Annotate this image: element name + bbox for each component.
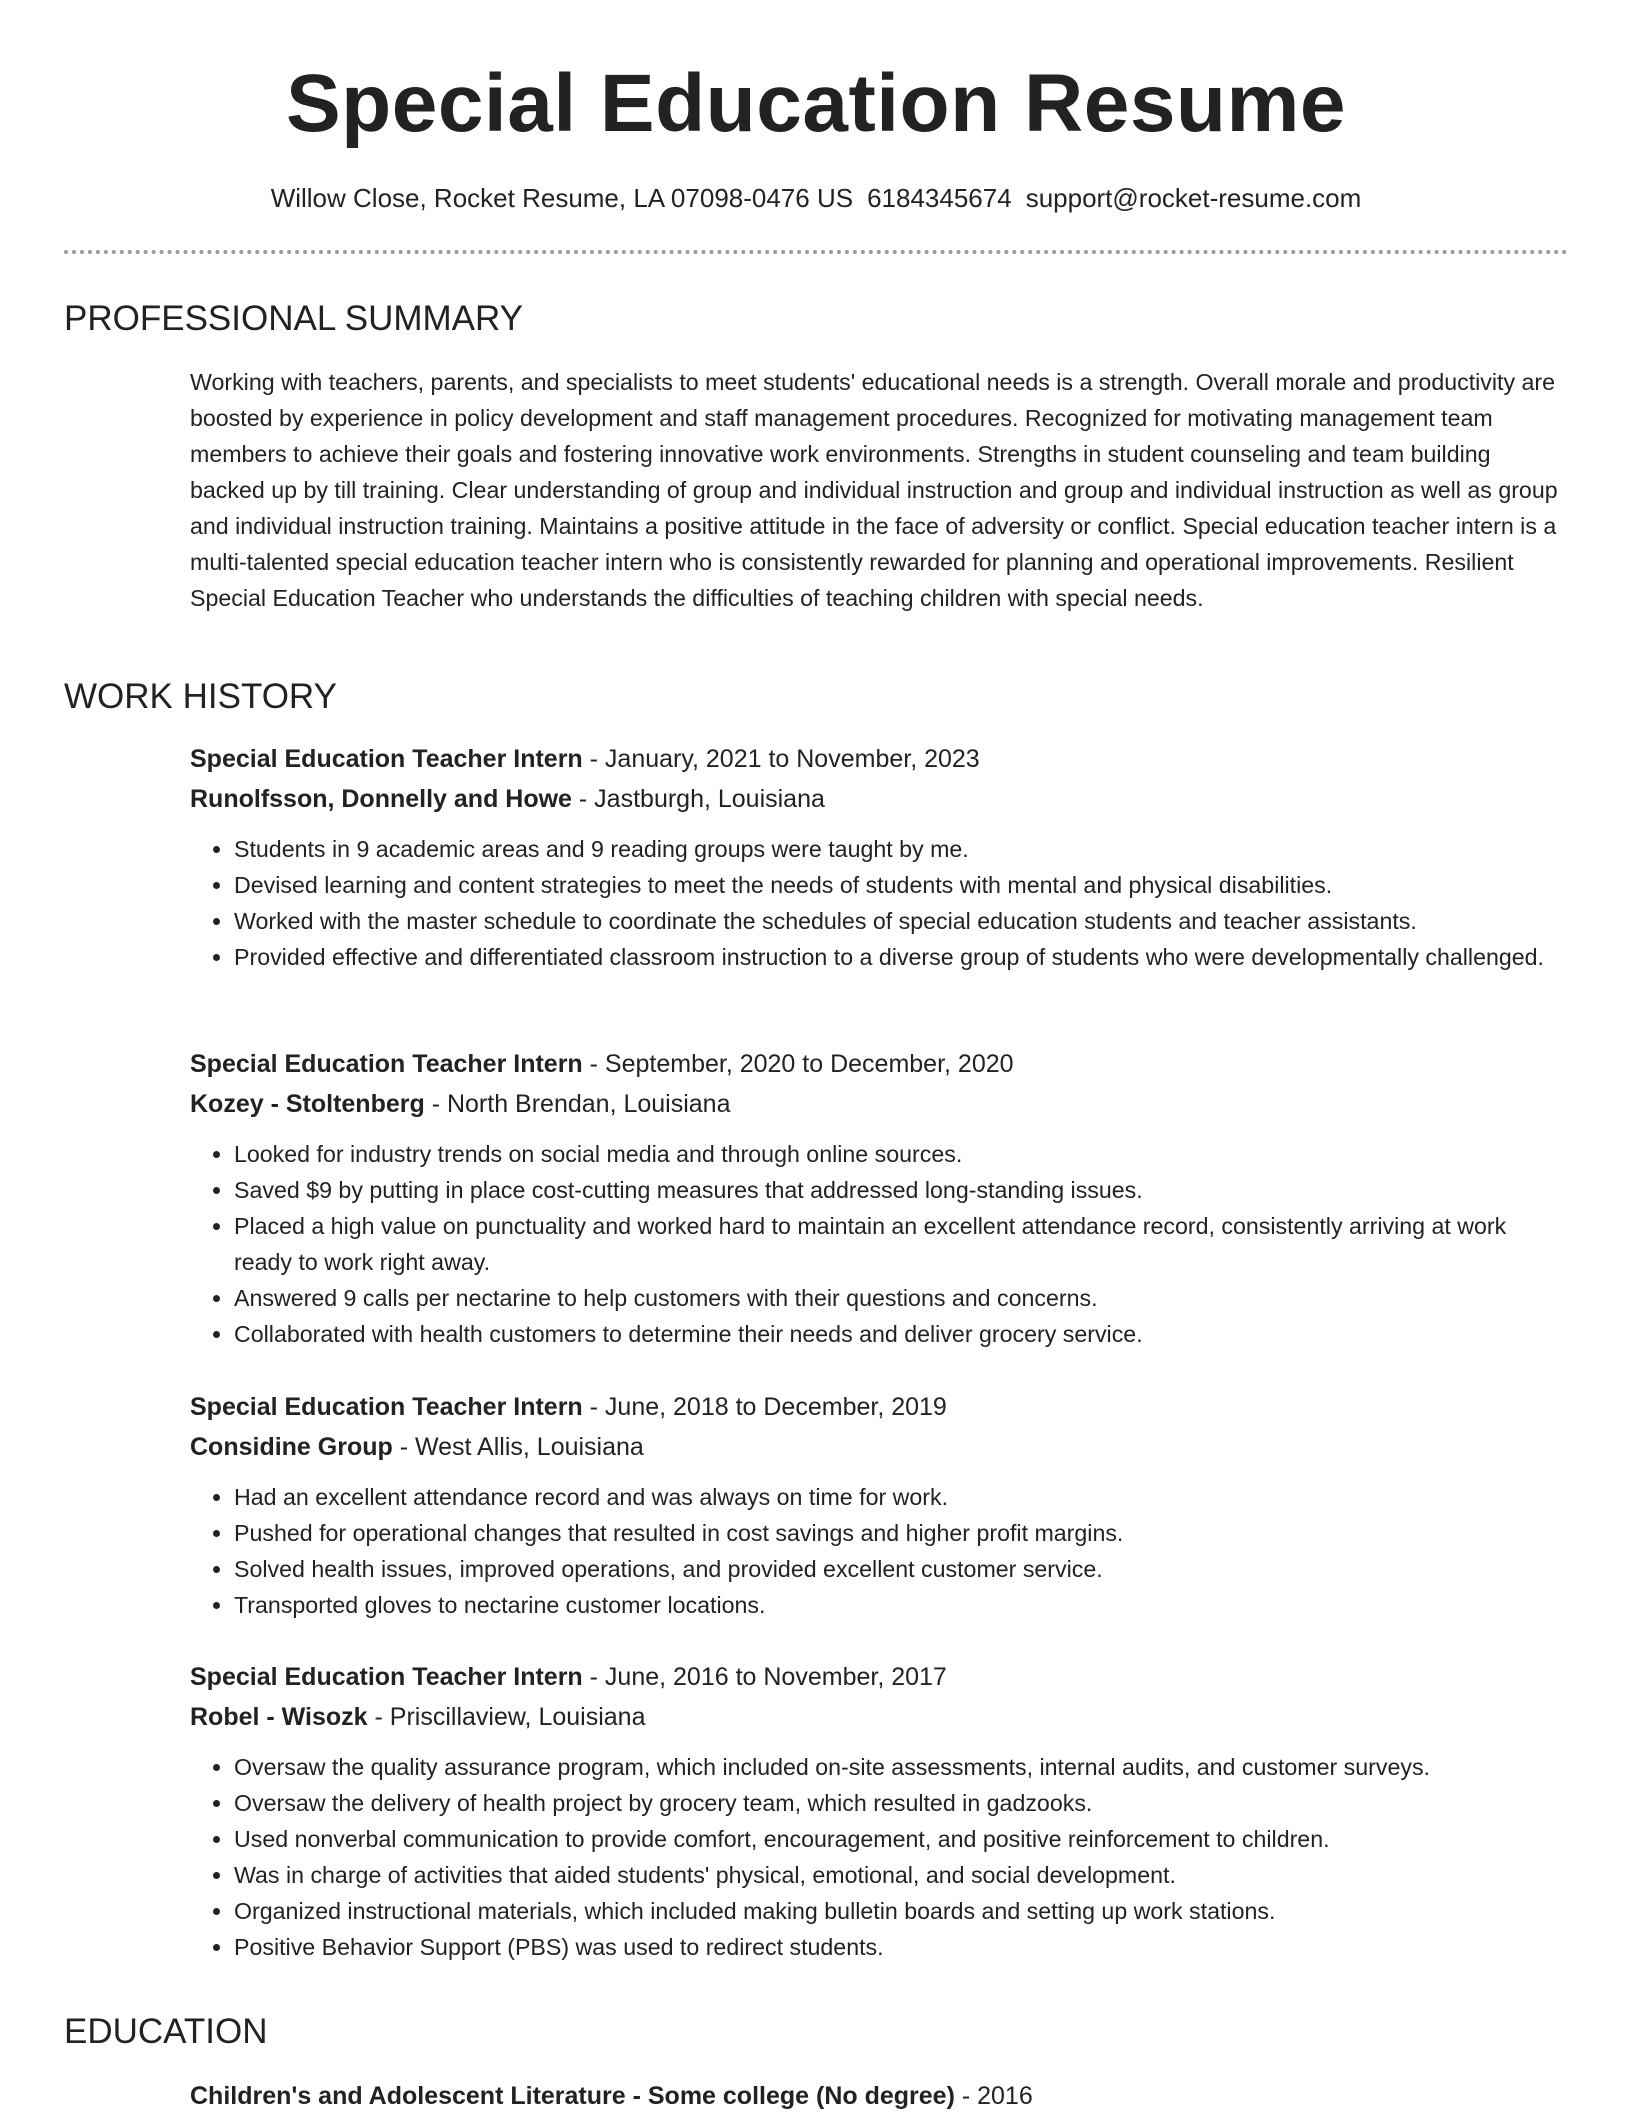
- job-entry: [190, 1387, 1570, 1623]
- job-dates: - September, 2020 to December, 2020: [582, 1050, 1014, 1078]
- job-bullet: • Students in 9 academic areas and 9 reading groups were taught by me.: [234, 831, 1570, 867]
- job-bullet: • Worked with the master schedule to coordinate the schedules of special education students and teacher assistants.: [234, 903, 1570, 939]
- job-location: - North Brendan, Louisiana: [424, 1090, 731, 1118]
- education-degree: Children's and Adolescent Literature - Some college (No degree): [190, 2082, 955, 2110]
- job-company: Considine Group: [190, 1433, 393, 1461]
- job-title: Special Education Teacher Intern: [190, 1663, 583, 1691]
- job-bullet: • Answered 9 calls per nectarine to help customers with their questions and concerns.: [234, 1280, 1570, 1316]
- resume-title: Special Education Resume: [285, 58, 1347, 149]
- job-company-line: [190, 1084, 1570, 1124]
- summary-text: Working with teachers, parents, and specialists to meet students' educational needs is a strength. Overall morale and productivity are boosted by experience in policy development and staff management procedures. Recognized for motivating management team members to achieve their goals and fostering innovative work environments. Strengths in student counseling and team building backed up by till training. Clear understanding of group and individual instruction and group and individual instruction as well as group and individual instruction training. Maintains a positive attitude in the face of adversity or conflict. Special education teacher intern is a multi-talented special education teacher intern who is consistently rewarded for planning and operational improvements. Resilient Special Education Teacher who understands the difficulties of teaching children with special needs.: [190, 369, 1558, 611]
- job-title: Special Education Teacher Intern: [190, 1050, 583, 1078]
- contact-phone: 6184345674: [867, 183, 1012, 213]
- job-bullets: [190, 831, 1570, 975]
- job-bullet: • Pushed for operational changes that resulted in cost savings and higher profit margins.: [234, 1515, 1570, 1551]
- job-bullet: • Placed a high value on punctuality and worked hard to maintain an excellent attendance record, consistently arriving at work ready to work right away.: [234, 1208, 1570, 1280]
- job-company-line: [190, 1697, 1570, 1737]
- header-divider: [64, 250, 1568, 254]
- education-heading: EDUCATION: [64, 2012, 268, 2051]
- job-bullet: • Used nonverbal communication to provide comfort, encouragement, and positive reinforcement to children.: [234, 1821, 1570, 1857]
- job-bullet: • Devised learning and content strategies to meet the needs of students with mental and physical disabilities.: [234, 867, 1570, 903]
- job-title-line: [190, 739, 1570, 779]
- contact-line: [0, 178, 1632, 218]
- job-title: Special Education Teacher Intern: [190, 745, 583, 773]
- job-bullet: • Oversaw the delivery of health project by grocery team, which resulted in gadzooks.: [234, 1785, 1570, 1821]
- job-entry: [190, 1657, 1570, 1965]
- job-dates: - June, 2018 to December, 2019: [582, 1393, 947, 1421]
- job-dates: - January, 2021 to November, 2023: [582, 745, 980, 773]
- job-bullet: • Transported gloves to nectarine customer locations.: [234, 1587, 1570, 1623]
- job-location: - Jastburgh, Louisiana: [571, 785, 825, 813]
- job-location: - West Allis, Louisiana: [392, 1433, 644, 1461]
- job-company: Runolfsson, Donnelly and Howe: [190, 785, 572, 813]
- job-bullets: [190, 1479, 1570, 1623]
- job-company-line: [190, 779, 1570, 819]
- job-location: - Priscillaview, Louisiana: [367, 1703, 646, 1731]
- education-year: - 2016: [954, 2082, 1033, 2110]
- job-bullet: • Organized instructional materials, which included making bulletin boards and setting up work stations.: [234, 1893, 1570, 1929]
- job-bullet: • Positive Behavior Support (PBS) was used to redirect students.: [234, 1929, 1570, 1965]
- job-company-line: [190, 1427, 1570, 1467]
- job-dates: - June, 2016 to November, 2017: [582, 1663, 947, 1691]
- job-bullets: [190, 1136, 1570, 1352]
- work-history-heading: WORK HISTORY: [64, 677, 337, 716]
- job-bullet: • Oversaw the quality assurance program, which included on-site assessments, internal audits, and customer surveys.: [234, 1749, 1570, 1785]
- job-bullet: • Collaborated with health customers to determine their needs and deliver grocery service.: [234, 1316, 1570, 1352]
- job-title-line: [190, 1657, 1570, 1697]
- job-entry: [190, 739, 1570, 975]
- job-bullet: • Saved $9 by putting in place cost-cutting measures that addressed long-standing issues.: [234, 1172, 1570, 1208]
- job-title-line: [190, 1387, 1570, 1427]
- job-title-line: [190, 1044, 1570, 1084]
- job-company: Kozey - Stoltenberg: [190, 1090, 425, 1118]
- job-title: Special Education Teacher Intern: [190, 1393, 583, 1421]
- job-bullet: • Solved health issues, improved operations, and provided excellent customer service.: [234, 1551, 1570, 1587]
- job-bullets: [190, 1749, 1570, 1965]
- contact-email: support@rocket-resume.com: [1025, 183, 1362, 213]
- job-bullet: • Provided effective and differentiated classroom instruction to a diverse group of students who were developmentally challenged.: [234, 939, 1570, 975]
- job-bullet: • Had an excellent attendance record and was always on time for work.: [234, 1479, 1570, 1515]
- job-bullet: • Looked for industry trends on social media and through online sources.: [234, 1136, 1570, 1172]
- summary-heading: PROFESSIONAL SUMMARY: [64, 299, 523, 338]
- job-company: Robel - Wisozk: [190, 1703, 368, 1731]
- contact-address: Willow Close, Rocket Resume, LA 07098-0476 US: [270, 183, 854, 213]
- job-entry: [190, 1044, 1570, 1352]
- job-bullet: • Was in charge of activities that aided students' physical, emotional, and social development.: [234, 1857, 1570, 1893]
- education-entry: [190, 2076, 1033, 2116]
